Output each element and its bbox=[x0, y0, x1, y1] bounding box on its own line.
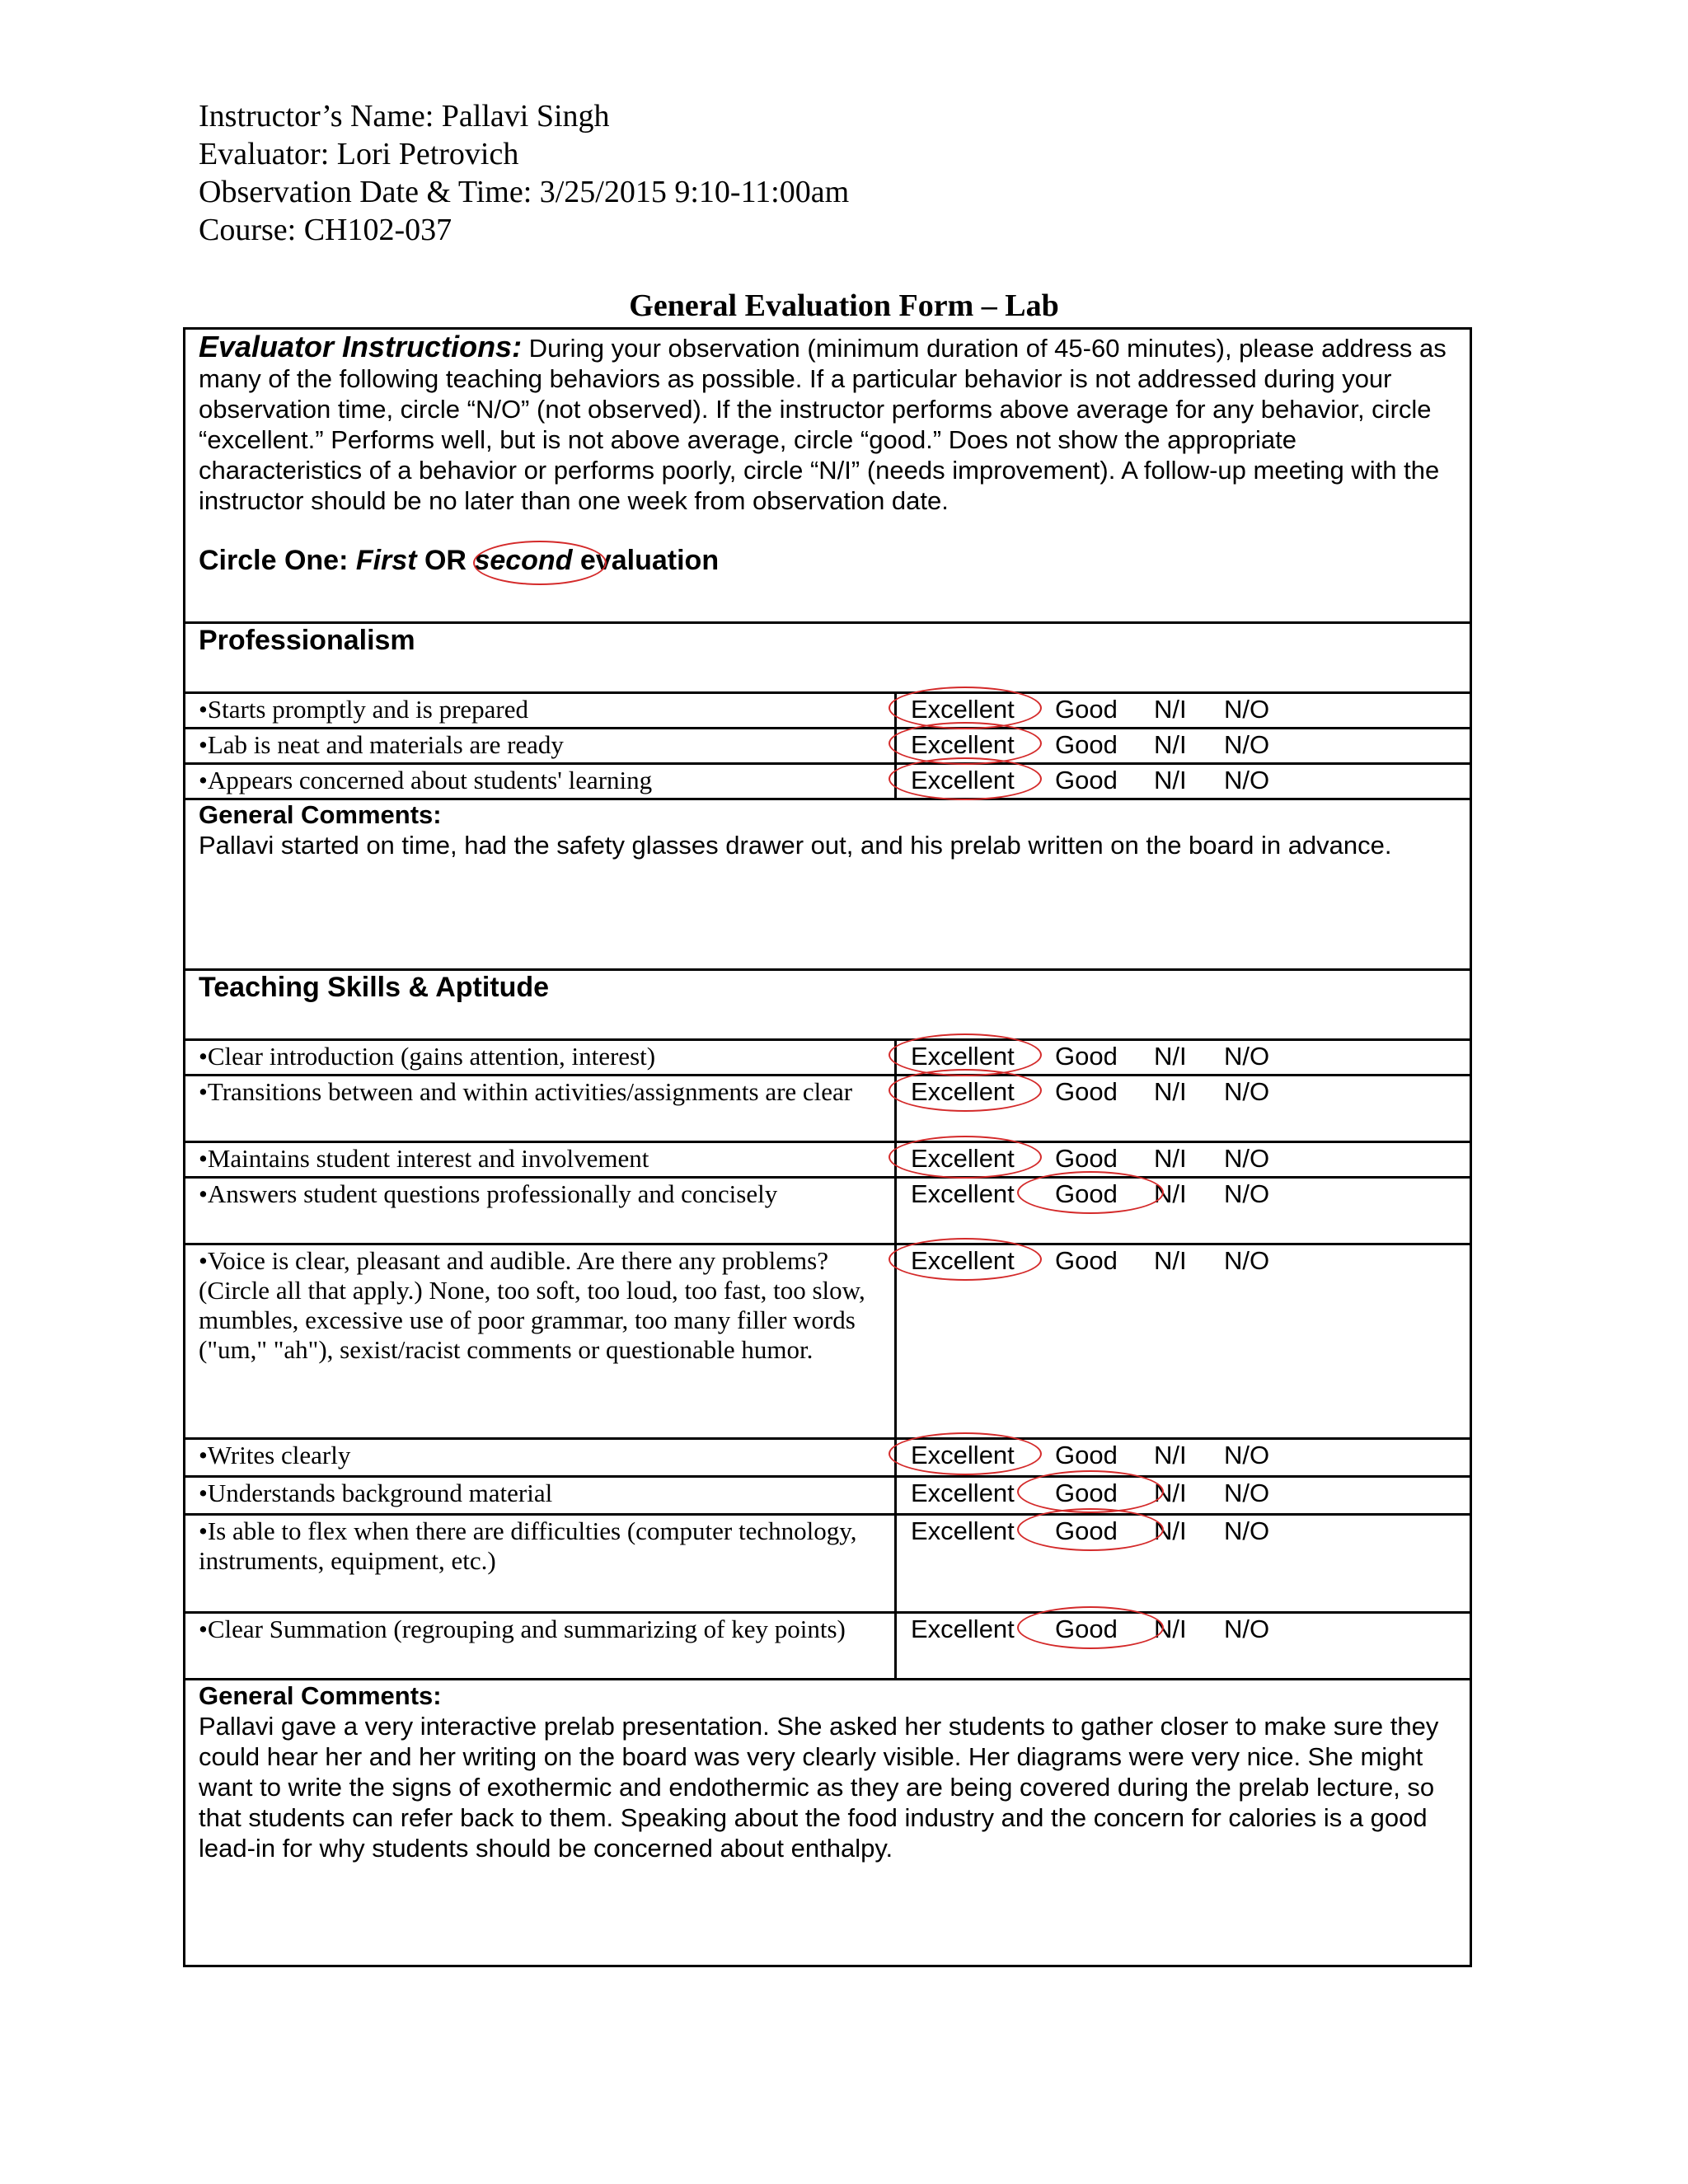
rating-option-ni[interactable]: N/I bbox=[1154, 1479, 1187, 1507]
professionalism-comments bbox=[199, 799, 1460, 860]
instructor-name: Instructor’s Name: Pallavi Singh bbox=[199, 99, 610, 134]
observation-date: Observation Date & Time: 3/25/2015 9:10-11:00am bbox=[199, 175, 850, 209]
behavior-label: •Answers student questions professionally and concisely bbox=[199, 1179, 778, 1208]
rating-option-ni[interactable]: N/I bbox=[1154, 1144, 1187, 1173]
rating-option-excellent[interactable]: Excellent bbox=[911, 1246, 1015, 1275]
divider bbox=[183, 1038, 1472, 1041]
rating-option-no[interactable]: N/O bbox=[1224, 1479, 1270, 1507]
rating-option-good[interactable]: Good bbox=[1055, 695, 1118, 724]
rating-option-no[interactable]: N/O bbox=[1224, 1144, 1270, 1173]
rating-option-no[interactable]: N/O bbox=[1224, 766, 1270, 794]
behavior-label: •Is able to flex when there are difficulties (computer technology, instruments, equipment, etc.) bbox=[199, 1516, 857, 1575]
selection-circle bbox=[889, 757, 1042, 800]
rating-option-no[interactable]: N/O bbox=[1224, 1042, 1270, 1071]
rating-option-excellent[interactable]: Excellent bbox=[911, 1042, 1015, 1071]
comments-label: General Comments: bbox=[199, 1681, 442, 1710]
rating-option-excellent[interactable]: Excellent bbox=[911, 1144, 1015, 1173]
rating-option-ni[interactable]: N/I bbox=[1154, 1179, 1187, 1208]
rating-option-excellent[interactable]: Excellent bbox=[911, 1479, 1015, 1507]
rating-option-ni[interactable]: N/I bbox=[1154, 730, 1187, 759]
rating-option-good[interactable]: Good bbox=[1055, 1516, 1118, 1545]
selection-circle bbox=[1017, 1508, 1164, 1551]
rating-option-excellent[interactable]: Excellent bbox=[911, 1441, 1015, 1469]
behavior-label: •Starts promptly and is prepared bbox=[199, 695, 528, 724]
evaluation-choice bbox=[199, 544, 719, 577]
evaluator-instructions bbox=[199, 331, 1460, 516]
rating-option-no[interactable]: N/O bbox=[1224, 1077, 1270, 1106]
choice-or: OR bbox=[416, 545, 475, 576]
rating-option-no[interactable]: N/O bbox=[1224, 730, 1270, 759]
selection-circle bbox=[1017, 1171, 1164, 1214]
rating-option-excellent[interactable]: Excellent bbox=[911, 695, 1015, 724]
rating-option-ni[interactable]: N/I bbox=[1154, 1077, 1187, 1106]
rating-option-excellent[interactable]: Excellent bbox=[911, 766, 1015, 794]
choice-suffix: evaluation bbox=[572, 545, 720, 576]
divider bbox=[183, 1074, 1472, 1076]
divider bbox=[183, 727, 1472, 729]
behavior-label: •Lab is neat and materials are ready bbox=[199, 730, 564, 759]
divider bbox=[183, 1475, 1472, 1478]
teaching-comments bbox=[199, 1680, 1460, 1863]
column-divider bbox=[894, 1038, 897, 1680]
behavior-label: •Transitions between and within activities/assignments are clear bbox=[199, 1077, 853, 1106]
divider bbox=[183, 762, 1472, 765]
selection-circle bbox=[473, 541, 607, 585]
divider bbox=[183, 691, 1472, 694]
choice-first[interactable]: First bbox=[355, 545, 417, 576]
divider bbox=[183, 1611, 1472, 1614]
behavior-label: •Writes clearly bbox=[199, 1441, 351, 1469]
rating-option-no[interactable]: N/O bbox=[1224, 1615, 1270, 1643]
comments-text: Pallavi started on time, had the safety glasses drawer out, and his prelab written on the board in advance. bbox=[199, 831, 1392, 860]
form-title: General Evaluation Form – Lab bbox=[629, 288, 1059, 323]
rating-option-no[interactable]: N/O bbox=[1224, 1441, 1270, 1469]
rating-option-good[interactable]: Good bbox=[1055, 1042, 1118, 1071]
selection-circle bbox=[889, 1069, 1042, 1112]
behavior-label: •Clear introduction (gains attention, interest) bbox=[199, 1042, 656, 1071]
selection-circle bbox=[1017, 1470, 1164, 1513]
behavior-label: •Understands background material bbox=[199, 1479, 553, 1507]
behavior-label: •Voice is clear, pleasant and audible. Are there any problems? (Circle all that apply.) None, too soft, too loud, too fast, too slow, mumbles, excessive use of poor grammar, too many filler words ("um," "ah"), sexist/racist comments or questionable humor. bbox=[199, 1246, 865, 1364]
rating-option-ni[interactable]: N/I bbox=[1154, 1516, 1187, 1545]
rating-option-ni[interactable]: N/I bbox=[1154, 695, 1187, 724]
behavior-label: •Appears concerned about students' learning bbox=[199, 766, 653, 794]
professionalism-title: Professionalism bbox=[199, 625, 415, 656]
course-code: Course: CH102-037 bbox=[199, 213, 452, 247]
rating-option-good[interactable]: Good bbox=[1055, 730, 1118, 759]
behavior-label: •Maintains student interest and involvement bbox=[199, 1144, 649, 1173]
rating-option-ni[interactable]: N/I bbox=[1154, 1042, 1187, 1071]
rating-option-excellent[interactable]: Excellent bbox=[911, 1516, 1015, 1545]
rating-option-good[interactable]: Good bbox=[1055, 1479, 1118, 1507]
selection-circle bbox=[889, 1136, 1042, 1179]
behavior-label: •Clear Summation (regrouping and summarizing of key points) bbox=[199, 1615, 846, 1643]
rating-option-good[interactable]: Good bbox=[1055, 1179, 1118, 1208]
form-header bbox=[199, 97, 849, 249]
rating-option-good[interactable]: Good bbox=[1055, 1441, 1118, 1469]
divider bbox=[183, 1176, 1472, 1179]
divider bbox=[183, 1141, 1472, 1143]
divider bbox=[183, 1437, 1472, 1440]
selection-circle bbox=[889, 1432, 1042, 1475]
rating-option-ni[interactable]: N/I bbox=[1154, 1246, 1187, 1275]
divider bbox=[183, 1243, 1472, 1245]
rating-option-good[interactable]: Good bbox=[1055, 1144, 1118, 1173]
rating-option-good[interactable]: Good bbox=[1055, 1077, 1118, 1106]
rating-option-ni[interactable]: N/I bbox=[1154, 1441, 1187, 1469]
rating-option-good[interactable]: Good bbox=[1055, 766, 1118, 794]
rating-option-no[interactable]: N/O bbox=[1224, 1246, 1270, 1275]
instructions-lead: Evaluator Instructions: bbox=[199, 330, 523, 363]
selection-circle bbox=[889, 1238, 1042, 1281]
rating-option-excellent[interactable]: Excellent bbox=[911, 730, 1015, 759]
choice-second[interactable]: second bbox=[474, 545, 573, 576]
comments-label: General Comments: bbox=[199, 800, 442, 829]
rating-option-good[interactable]: Good bbox=[1055, 1615, 1118, 1643]
instructions-text: During your observation (minimum duration of 45-60 minutes), please address as many of the following teaching behaviors as possible. If a particular behavior is not addressed during your observation time, circle “N/O” (not observed). If the instructor performs above average for any behavior, circle “excellent.” Performs well, but is not above average, circle “good.” Does not show the appropriate characteristics of a behavior or performs poorly, circle “N/I” (needs improvement). A follow-up meeting with the instructor should be no later than one week from observation date. bbox=[199, 334, 1447, 515]
comments-text: Pallavi gave a very interactive prelab presentation. She asked her students to gather closer to make sure they could hear her and her writing on the board was very clearly visible. Her diagrams were very nice. She might want to write the signs of exothermic and endothermic as they are being covered during the prelab lecture, so that students can refer back to them. Speaking about the food industry and the concern for calories is a good lead-in for why students should be concerned about enthalpy. bbox=[199, 1712, 1439, 1863]
divider bbox=[183, 1513, 1472, 1516]
rating-option-ni[interactable]: N/I bbox=[1154, 1615, 1187, 1643]
rating-option-no[interactable]: N/O bbox=[1224, 695, 1270, 724]
rating-option-no[interactable]: N/O bbox=[1224, 1179, 1270, 1208]
rating-option-excellent[interactable]: Excellent bbox=[911, 1179, 1015, 1208]
selection-circle bbox=[1017, 1606, 1164, 1649]
teaching-title: Teaching Skills & Aptitude bbox=[199, 972, 550, 1003]
rating-option-ni[interactable]: N/I bbox=[1154, 766, 1187, 794]
evaluator-name: Evaluator: Lori Petrovich bbox=[199, 137, 519, 171]
rating-option-good[interactable]: Good bbox=[1055, 1246, 1118, 1275]
rating-option-excellent[interactable]: Excellent bbox=[911, 1615, 1015, 1643]
rating-option-excellent[interactable]: Excellent bbox=[911, 1077, 1015, 1106]
rating-option-no[interactable]: N/O bbox=[1224, 1516, 1270, 1545]
choice-prefix: Circle One: bbox=[199, 545, 356, 576]
